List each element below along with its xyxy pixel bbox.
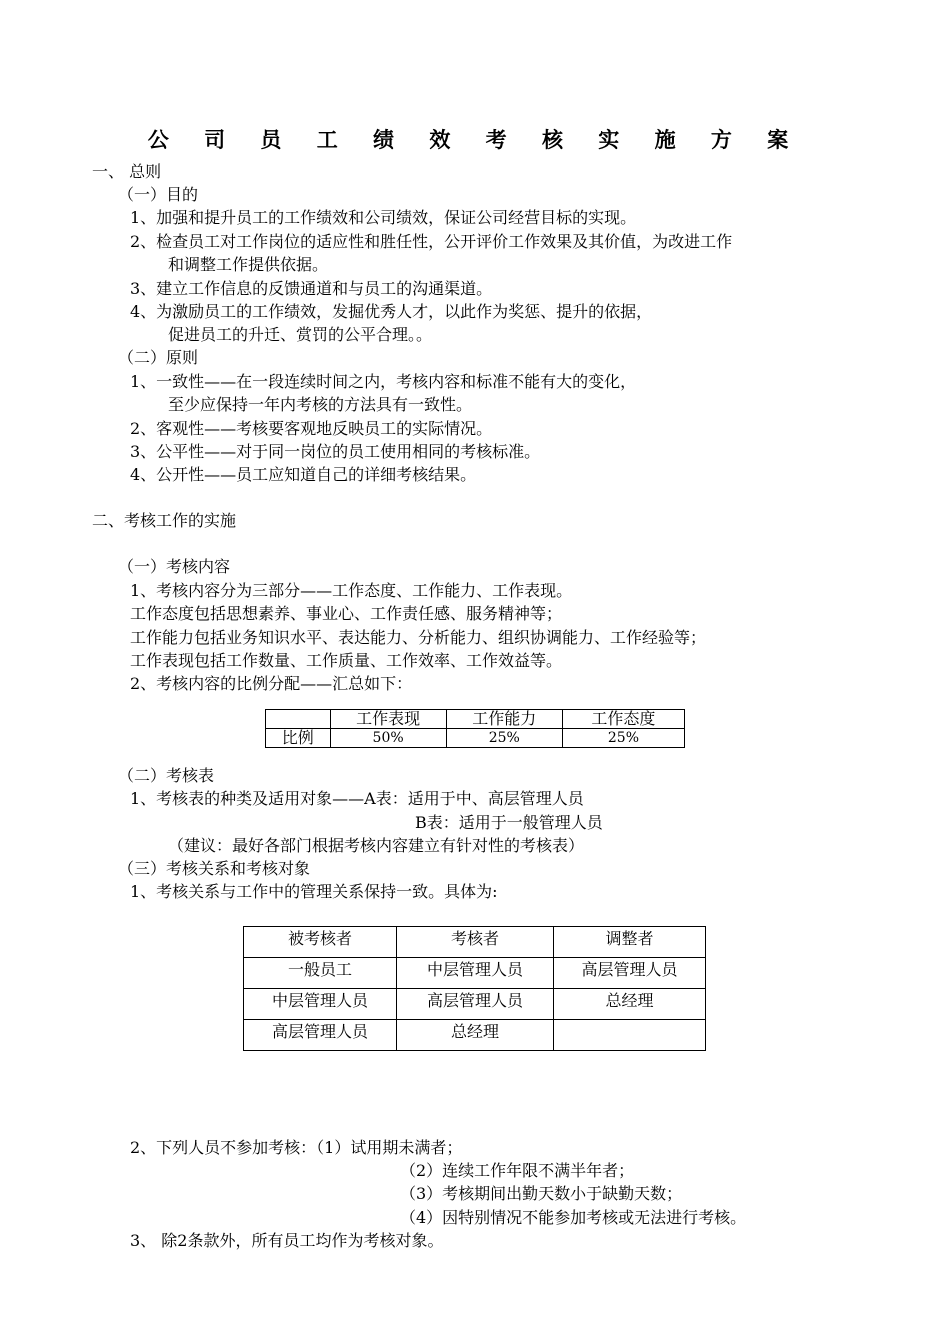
table-cell <box>266 710 331 729</box>
table-cell: 总经理 <box>554 989 706 1020</box>
content-item-1: 1、考核内容分为三部分——工作态度、工作能力、工作表现。 <box>130 581 573 600</box>
purpose-item-2-cont: 和调整工作提供依据。 <box>168 255 329 274</box>
table-cell: 25% <box>446 729 562 748</box>
ratio-table <box>265 709 685 748</box>
principle-item-1: 1、一致性——在一段连续时间之内，考核内容和标准不能有大的变化， <box>130 372 637 391</box>
table-header-cell: 调整者 <box>554 927 706 958</box>
relation-table <box>243 926 706 1051</box>
section-heading-implementation: 二、考核工作的实施 <box>92 511 237 530</box>
exclusions-item-2: （2）连续工作年限不满半年者； <box>400 1161 635 1180</box>
purpose-item-4: 4、为激励员工的工作绩效，发掘优秀人才，以此作为奖惩、提升的依据， <box>130 302 653 321</box>
table-header-cell: 工作态度 <box>562 710 684 729</box>
document-title: 公 司 员 工 绩 效 考 核 实 施 方 案 <box>147 128 803 152</box>
subheading-principles: （二）原则 <box>118 348 199 367</box>
table-header-cell: 被考核者 <box>244 927 397 958</box>
table-cell: 50% <box>330 729 446 748</box>
table-row <box>266 729 685 748</box>
table-cell: 比例 <box>266 729 331 748</box>
subheading-relations: （三）考核关系和考核对象 <box>118 859 311 878</box>
table-cell: 25% <box>562 729 684 748</box>
subheading-content: （一）考核内容 <box>118 557 231 576</box>
purpose-item-1: 1、加强和提升员工的工作绩效和公司绩效，保证公司经营目标的实现。 <box>130 208 637 227</box>
table-cell <box>554 1020 706 1051</box>
forms-item-1: 1、考核表的种类及适用对象——A表：适用于中、高层管理人员 <box>130 789 584 808</box>
table-cell: 一般员工 <box>244 958 397 989</box>
table-cell: 高层管理人员 <box>397 989 554 1020</box>
subheading-purpose: （一）目的 <box>118 185 199 204</box>
content-item-2: 2、考核内容的比例分配——汇总如下： <box>130 674 413 693</box>
principle-item-3: 3、公平性——对于同一岗位的员工使用相同的考核标准。 <box>130 442 541 461</box>
table-row <box>244 989 706 1020</box>
purpose-item-2: 2、检查员工对工作岗位的适应性和胜任性，公开评价工作效果及其价值，为改进工作 <box>130 232 733 251</box>
content-ability: 工作能力包括业务知识水平、表达能力、分析能力、组织协调能力、工作经验等； <box>130 628 707 647</box>
section-heading-general: 一、 总则 <box>92 162 162 181</box>
table-cell: 中层管理人员 <box>397 958 554 989</box>
table-cell: 高层管理人员 <box>244 1020 397 1051</box>
table-cell: 高层管理人员 <box>554 958 706 989</box>
exclusions-item-5: 3、 除2条款外，所有员工均作为考核对象。 <box>130 1231 444 1250</box>
forms-suggestion: （建议：最好各部门根据考核内容建立有针对性的考核表） <box>168 836 585 855</box>
content-performance: 工作表现包括工作数量、工作质量、工作效率、工作效益等。 <box>130 651 563 670</box>
table-row <box>266 710 685 729</box>
exclusions-item-4: （4）因特别情况不能参加考核或无法进行考核。 <box>400 1208 747 1227</box>
subheading-forms: （二）考核表 <box>118 766 215 785</box>
purpose-item-3: 3、建立工作信息的反馈通道和与员工的沟通渠道。 <box>130 279 493 298</box>
relations-intro: 1、考核关系与工作中的管理关系保持一致。具体为: <box>130 882 498 901</box>
purpose-item-4-cont: 促进员工的升迁、赏罚的公平合理。。 <box>168 325 433 344</box>
principle-item-4: 4、公开性——员工应知道自己的详细考核结果。 <box>130 465 477 484</box>
table-cell: 中层管理人员 <box>244 989 397 1020</box>
table-row <box>244 927 706 958</box>
table-header-cell: 考核者 <box>397 927 554 958</box>
table-row <box>244 1020 706 1051</box>
exclusions-item-3: （3）考核期间出勤天数小于缺勤天数； <box>400 1184 683 1203</box>
principle-item-1-cont: 至少应保持一年内考核的方法具有一致性。 <box>168 395 473 414</box>
table-header-cell: 工作表现 <box>330 710 446 729</box>
table-cell: 总经理 <box>397 1020 554 1051</box>
forms-item-1-b: B表：适用于一般管理人员 <box>415 813 603 832</box>
content-attitude: 工作态度包括思想素养、事业心、工作责任感、服务精神等； <box>130 604 563 623</box>
principle-item-2: 2、客观性——考核要客观地反映员工的实际情况。 <box>130 419 493 438</box>
table-header-cell: 工作能力 <box>446 710 562 729</box>
exclusions-item-1: 2、下列人员不参加考核：（1）试用期未满者； <box>130 1138 463 1157</box>
table-row <box>244 958 706 989</box>
